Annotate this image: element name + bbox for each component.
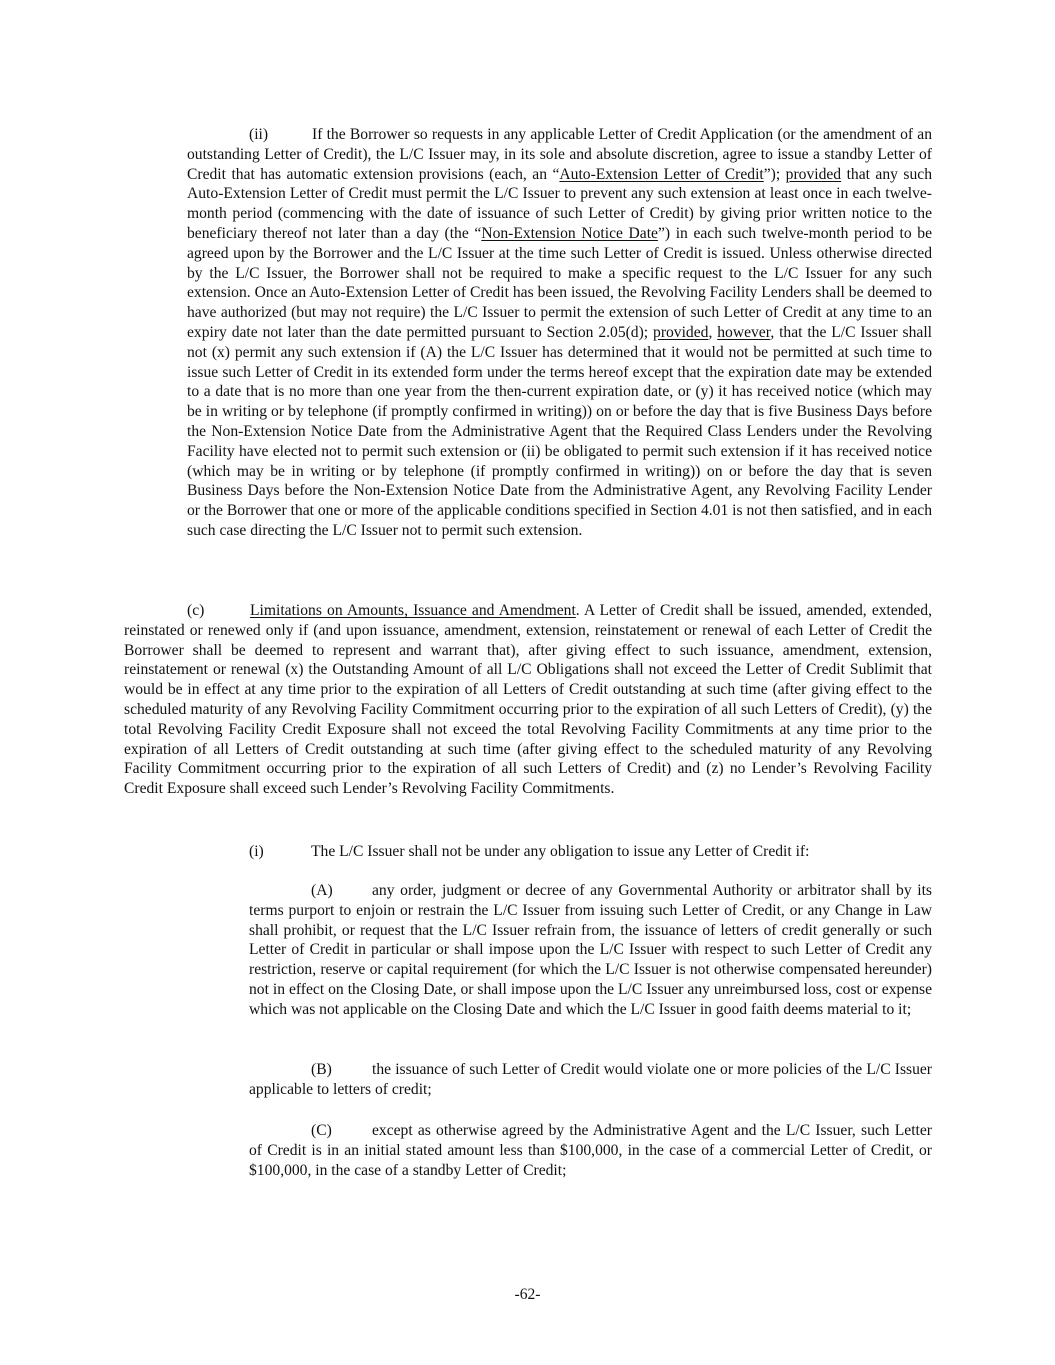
paragraph-label: (A) [311,882,333,899]
paragraph-ii [187,125,932,541]
paragraph-text: that any such Auto-Extension Letter of Credit must permit the L/C Issuer to prevent any such extension at least once in each twelve-month period (commencing with the date of issuance of such Letter of Credit) by giving prior written notice to the beneficiary thereof not later than a day (the “ [187,165,932,242]
paragraph-text: The L/C Issuer shall not be under any obligation to issue any Letter of Credit if: [311,843,810,860]
paragraph-text: . A Letter of Credit shall be issued, amended, extended, reinstated or renewed only if (and upon issuance, amendment, extension, reinstatement or renewal of each Letter of Credit the Borrower shall be deemed to represent and warrant that), after giving effect to such issuance, amendment, extension, reinstatement or renewal (x) the Outstanding Amount of all L/C Obligations shall not exceed the Letter of Credit Sublimit that would be in effect at any time prior to the expiration of all Letters of Credit outstanding at such time (after giving effect to the scheduled maturity of any Revolving Facility Commitment occurring prior to the expiration of all such Letters of Credit), (y) the total Revolving Facility Credit Exposure shall not exceed the total Revolving Facility Commitments at any time prior to the expiration of all Letters of Credit outstanding at such time (after giving effect to the scheduled maturity of any Revolving Facility Commitment occurring prior to the expiration of all such Letters of Credit) and (z) no Lender’s Revolving Facility Credit Exposure shall exceed such Lender’s Revolving Facility Commitments. [124,602,932,798]
paragraph-B [249,1060,932,1100]
paragraph-text: except as otherwise agreed by the Administrative Agent and the L/C Issuer, such Letter of Credit is in an initial stated amount less than $100,000, in the case of a commercial Letter of Credit, or $100,000, in the case of a standby Letter of Credit; [249,1122,932,1179]
paragraph-text: If the Borrower so requests in any applicable Letter of Credit Application (or the amendment of an outstanding Letter of Credit), the L/C Issuer may, in its sole and absolute discretion, agree to issue a standby Letter of Credit that has automatic extension provisions (each, an “ [187,126,932,183]
paragraph-label: (i) [249,843,264,860]
defined-term: Auto-Extension Letter of Credit [559,165,764,183]
defined-term: provided [785,165,842,183]
paragraph-text: , that the L/C Issuer shall not (x) permit any such extension if (A) the L/C Issuer has determined that it would not be permitted at such time to issue such Letter of Credit in its extended form under the terms hereof except that the expiration date may be extended to a date that is no more than one year from the then-current expiration date, or (y) it has received notice (which may be in writing or by telephone (if promptly confirmed in writing)) on or before the day that is five Business Days before the Non-Extension Notice Date from the Administrative Agent that the Required Class Lenders under the Revolving Facility have elected not to permit such extension or (ii) be obligated to permit such extension if it has received notice (which may be in writing or by telephone (if promptly confirmed in writing)) on or before the day that is seven Business Days before the Non-Extension Notice Date from the Administrative Agent, any Revolving Facility Lender or the Borrower that one or more of the applicable conditions specified in Section 4.01 is not then satisfied, and in each such case directing the L/C Issuer not to permit such extension. [187,323,932,539]
paragraph-label: (ii) [249,126,269,143]
paragraph-text: , [708,323,718,341]
paragraph-label: (C) [311,1122,332,1139]
defined-term: however [717,323,771,341]
paragraph-label: (c) [187,602,205,619]
paragraph-text: any order, judgment or decree of any Governmental Authority or arbitrator shall by its terms purport to enjoin or restrain the L/C Issuer from issuing such Letter of Credit, or any Change in Law shall prohibit, or request that the L/C Issuer refrain from, the issuance of letters of credit generally or such Letter of Credit in particular or shall impose upon the L/C Issuer with respect to such Letter of Credit any restriction, reserve or capital requirement (for which the L/C Issuer is not otherwise compensated hereunder) not in effect on the Closing Date, or shall impose upon the L/C Issuer any unreimbursed loss, cost or expense which was not applicable on the Closing Date and which the L/C Issuer in good faith deems material to it; [249,882,932,1018]
paragraph-C [249,1121,932,1180]
defined-term: Non-Extension Notice Date [481,224,658,242]
paragraph-text: ”); [763,165,786,183]
paragraph-text: the issuance of such Letter of Credit would violate one or more policies of the L/C Issuer applicable to letters of credit; [249,1061,932,1098]
paragraph-text: ”) in each such twelve-month period to be agreed upon by the Borrower and the L/C Issuer at the time such Letter of Credit is issued. Unless otherwise directed by the L/C Issuer, the Borrower shall not be required to make a specific request to the L/C Issuer for any such extension. Once an Auto-Extension Letter of Credit has been issued, the Revolving Facility Lenders shall be deemed to have authorized (but may not require) the L/C Issuer to permit the extension of such Letter of Credit at any time to an expiry date not later than the date permitted pursuant to Section 2.05(d); [187,224,932,341]
paragraph-A [249,881,932,1020]
paragraph-i [249,842,932,862]
section-heading: Limitations on Amounts, Issuance and Amendment [250,602,576,619]
paragraph-label: (B) [311,1061,332,1078]
defined-term: provided [653,323,709,341]
paragraph-c [124,601,932,799]
page-number: -62- [514,1286,541,1303]
